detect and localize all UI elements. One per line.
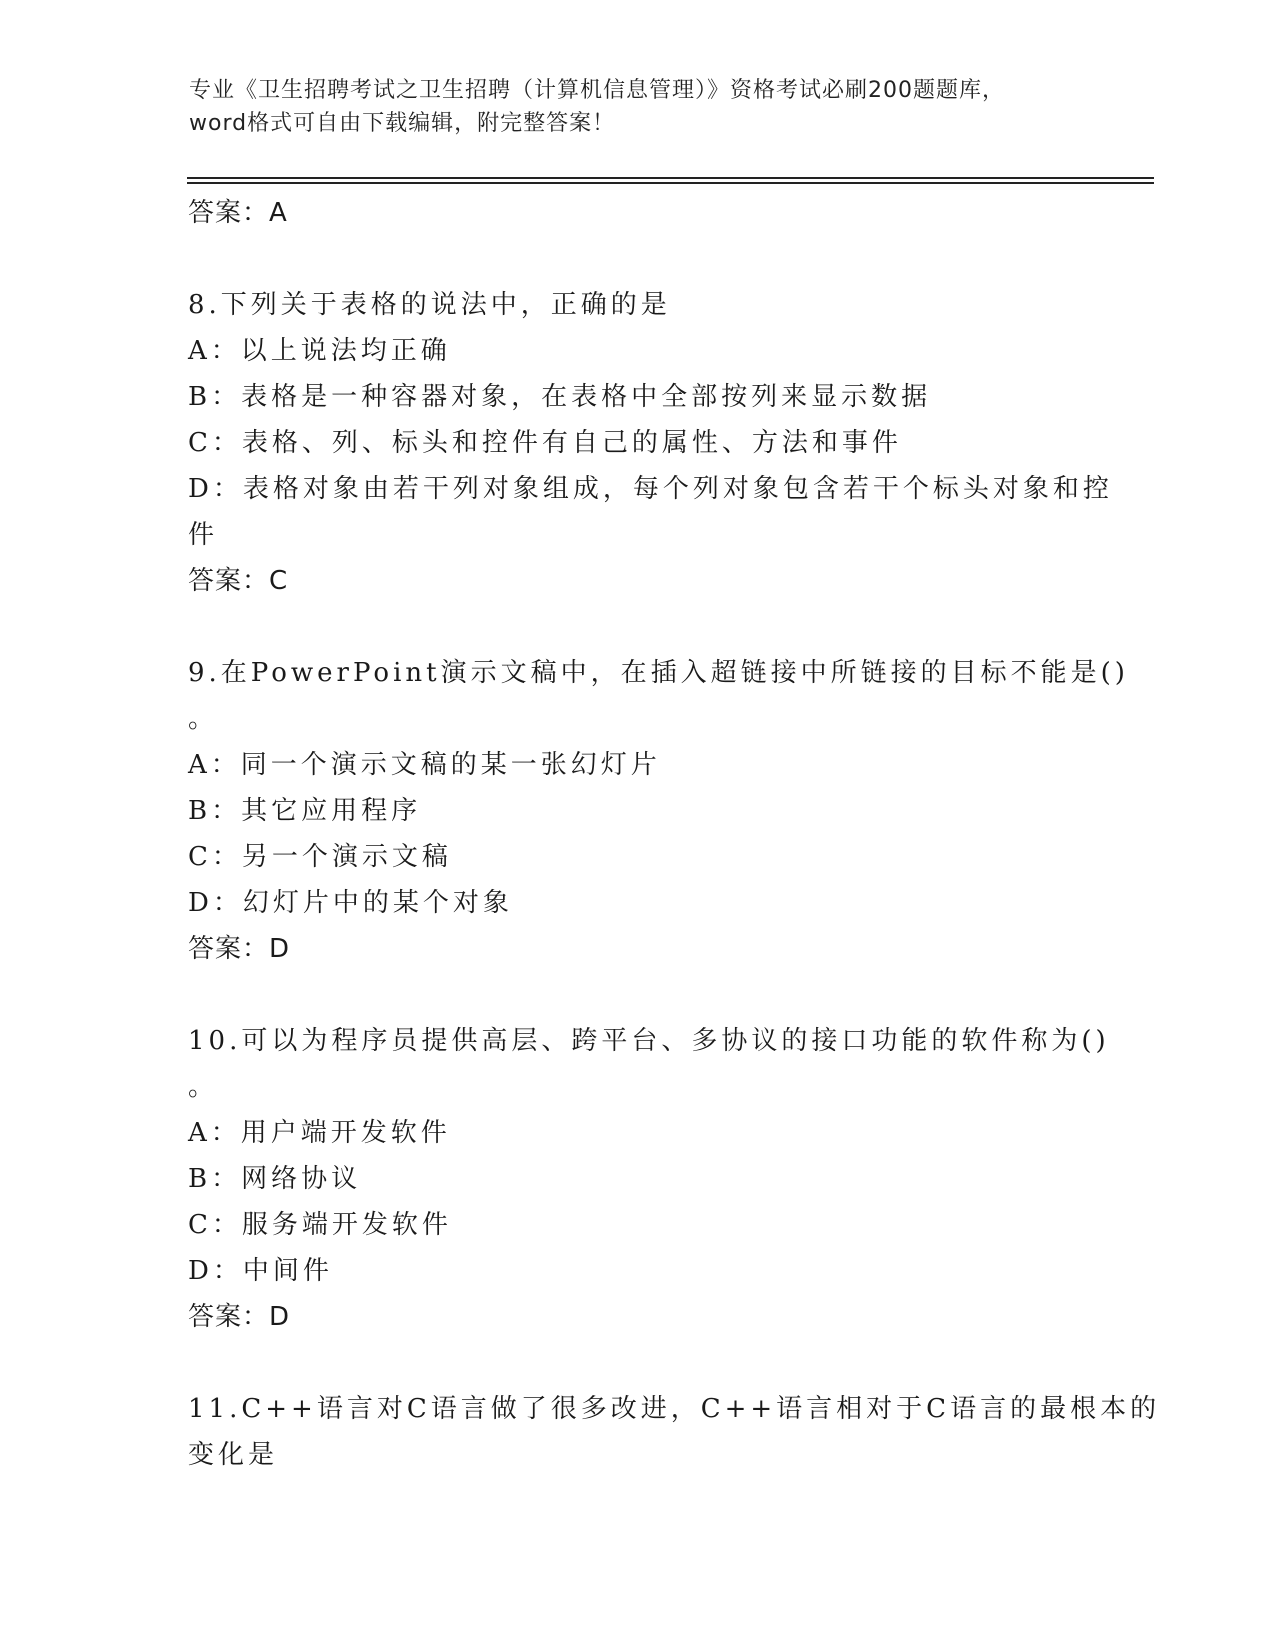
question-block-11: [188, 1386, 1161, 1478]
option-a: A：以上说法均正确: [188, 336, 451, 366]
spacer: [188, 604, 1088, 650]
question-block-9: [188, 650, 1129, 972]
header-line-1: 专业《卫生招聘考试之卫生招聘（计算机信息管理）》资格考试必刷200题题库，: [189, 78, 1005, 103]
header-line-2: word格式可自由下载编辑，附完整答案！: [189, 111, 616, 136]
question-stem-continuation: 。: [188, 1072, 219, 1102]
question-list: [188, 190, 1161, 1478]
question-stem: 8.下列关于表格的说法中，正确的是: [188, 290, 671, 320]
question-stem: 9.在PowerPoint演示文稿中，在插入超链接中所链接的目标不能是(): [188, 658, 1129, 688]
header-divider-top: [187, 177, 1154, 179]
spacer: [188, 972, 1088, 1018]
option-d: D：表格对象由若干列对象组成，每个列对象包含若干个标头对象和控: [188, 474, 1113, 504]
option-b: B：其它应用程序: [188, 796, 422, 826]
option-b: B：网络协议: [188, 1164, 362, 1194]
option-a: A：用户端开发软件: [188, 1118, 451, 1148]
option-d-continuation: 件: [188, 520, 219, 550]
question-stem-continuation: 。: [188, 704, 219, 734]
document-header: [189, 74, 1069, 140]
option-c: C：另一个演示文稿: [188, 842, 452, 872]
question-block-8: [188, 282, 1113, 604]
option-b: B：表格是一种容器对象，在表格中全部按列来显示数据: [188, 382, 932, 412]
option-a: A：同一个演示文稿的某一张幻灯片: [188, 750, 661, 780]
question-stem: 10.可以为程序员提供高层、跨平台、多协议的接口功能的软件称为(): [188, 1026, 1110, 1056]
answer-line: 答案：D: [188, 934, 291, 964]
option-c: C：服务端开发软件: [188, 1210, 452, 1240]
option-c: C：表格、列、标头和控件有自己的属性、方法和事件: [188, 428, 902, 458]
spacer: [188, 236, 1088, 282]
answer-line: 答案：D: [188, 1302, 291, 1332]
spacer: [188, 1340, 1088, 1386]
answer-line: 答案：A: [188, 198, 288, 228]
answer-line: 答案：C: [188, 566, 289, 596]
question-block-10: [188, 1018, 1110, 1340]
question-stem-continuation: 变化是: [188, 1440, 279, 1470]
question-stem: 11.C++语言对C语言做了很多改进，C++语言相对于C语言的最根本的: [188, 1394, 1161, 1424]
option-d: D：幻灯片中的某个对象: [188, 888, 513, 918]
header-divider-bottom: [187, 182, 1154, 184]
option-d: D：中间件: [188, 1256, 333, 1286]
